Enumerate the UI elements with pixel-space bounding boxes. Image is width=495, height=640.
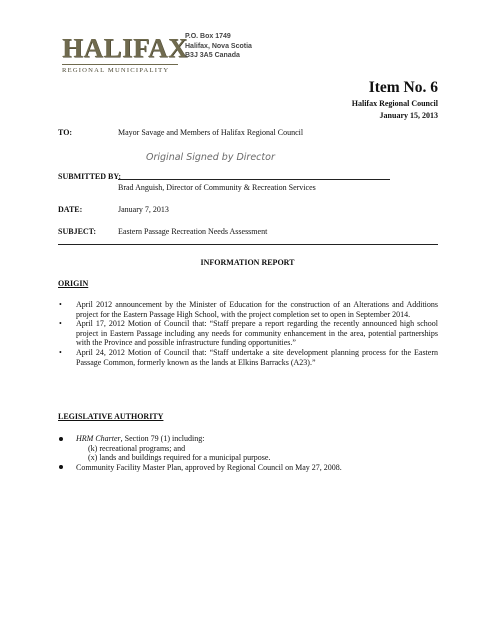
logo-wordmark: HALIFAX — [62, 33, 189, 63]
charter-title: HRM Charter — [76, 434, 121, 443]
submitted-by-value: Brad Anguish, Director of Community & Recreation Services — [118, 183, 316, 192]
address-line: Halifax, Nova Scotia — [185, 42, 252, 50]
list-item — [58, 434, 438, 463]
charter-section: , Section 79 (1) including: — [120, 434, 205, 443]
origin-list — [58, 300, 438, 367]
mailing-address — [185, 32, 252, 61]
signature-line — [118, 179, 390, 180]
bullet-mark: • — [59, 300, 62, 309]
origin-item-text: April 24, 2012 Motion of Council that: “Staff undertake a site development planning process for the Eastern Passage Common, formerly known as the lands at Elkins Barracks (A23).” — [76, 347, 438, 367]
logo-subtitle: REGIONAL MUNICIPALITY — [62, 67, 170, 74]
date-value: January 7, 2013 — [118, 205, 169, 214]
bullet-mark: • — [59, 319, 62, 329]
origin-item-text: April 2012 announcement by the Minister of Education for the construction of an Alterations and Additions project for the Eastern Passage High School, with the project completion set to open in September 2014. — [76, 300, 438, 319]
logo-rule — [62, 64, 178, 65]
sub-item: (k) recreational programs; and — [88, 443, 186, 453]
legislative-heading: LEGISLATIVE AUTHORITY — [58, 412, 164, 421]
date-label: DATE: — [58, 205, 83, 214]
list-item — [58, 463, 438, 473]
halifax-logo — [62, 30, 189, 78]
origin-heading: ORIGIN — [58, 279, 89, 288]
bullet-dot — [59, 437, 63, 441]
bullet-mark: • — [59, 347, 62, 357]
to-value: Mayor Savage and Members of Halifax Regional Council — [118, 128, 304, 137]
sub-item: (x) lands and buildings required for a municipal purpose. — [88, 453, 271, 463]
meeting-date: January 15, 2013 — [379, 111, 438, 120]
list-item — [58, 348, 438, 367]
subject-value: Eastern Passage Recreation Needs Assessment — [118, 227, 268, 236]
to-label: TO: — [58, 128, 73, 137]
facility-plan-text: Community Facility Master Plan, approved by Regional Council on May 27, 2008. — [76, 462, 342, 472]
item-meta — [352, 98, 438, 122]
address-line: P.O. Box 1749 — [185, 33, 231, 40]
legislative-list — [58, 434, 438, 472]
item-number: Item No. 6 — [368, 79, 438, 96]
header-divider — [58, 244, 438, 245]
subject-label: SUBJECT: — [58, 227, 97, 236]
address-line: B3J 3A5 Canada — [185, 52, 240, 59]
origin-item-text: April 17, 2012 Motion of Council that: “Staff prepare a report regarding the recently announced high school project in Eastern Passage including any needs for community enhancement in the area, potential partnerships with the Province and possible infrastructure funding opportunities.” — [76, 319, 438, 348]
council-name: Halifax Regional Council — [351, 99, 438, 108]
list-item — [58, 319, 438, 348]
submitted-by-label: SUBMITTED BY: — [58, 172, 122, 181]
director-signature: Original Signed by Director — [146, 152, 275, 163]
list-item — [58, 300, 438, 319]
report-title: INFORMATION REPORT — [200, 258, 295, 267]
bullet-dot — [59, 465, 63, 469]
